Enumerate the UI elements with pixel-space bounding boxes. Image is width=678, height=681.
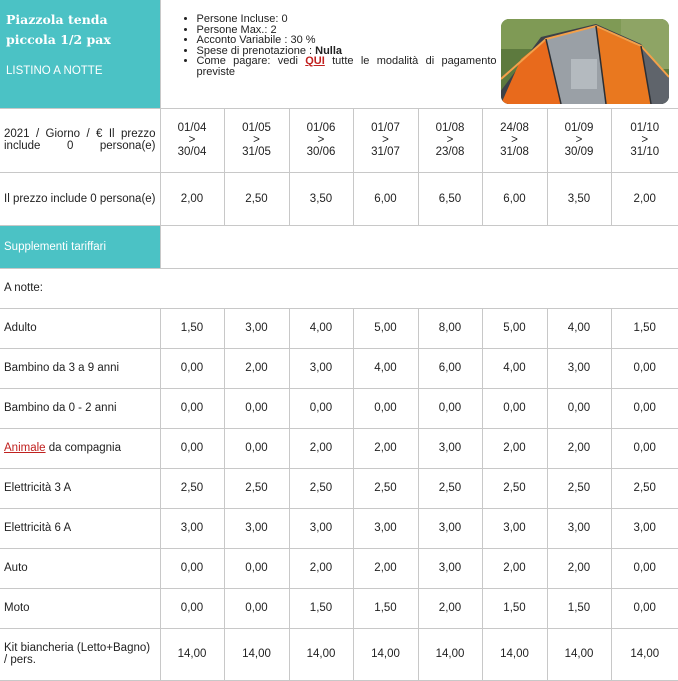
row-label: Elettricità 6 A (0, 508, 160, 548)
price-cell: 1,50 (289, 588, 353, 628)
price-cell: 0,00 (160, 548, 224, 588)
price-cell: 2,00 (289, 428, 353, 468)
price-cell: 2,00 (547, 428, 611, 468)
tent-photo-icon (501, 19, 669, 104)
price-cell: 2,50 (611, 468, 678, 508)
row-label: Adulto (0, 308, 160, 348)
table-row (0, 548, 678, 588)
info-cell (160, 0, 678, 108)
a-notte-label: A notte: (0, 268, 678, 308)
price-cell: 0,00 (224, 428, 289, 468)
table-row (0, 508, 678, 548)
price-cell: 3,00 (289, 348, 353, 388)
price-cell: 3,00 (224, 508, 289, 548)
price-cell: 14,00 (611, 628, 678, 680)
price-cell: 14,00 (289, 628, 353, 680)
supplements-empty (160, 225, 678, 268)
base-price-cell: 6,50 (418, 172, 482, 225)
price-cell: 14,00 (547, 628, 611, 680)
price-cell: 0,00 (611, 548, 678, 588)
row-label (0, 428, 160, 468)
price-cell: 5,00 (482, 308, 547, 348)
page-title: Piazzola tenda piccola 1/2 pax (6, 12, 111, 47)
price-cell: 3,00 (289, 508, 353, 548)
period-to: 31/08 (500, 146, 529, 158)
price-cell: 2,50 (289, 468, 353, 508)
price-cell: 0,00 (224, 588, 289, 628)
period-to: 31/07 (371, 146, 400, 158)
price-cell: 2,00 (353, 548, 418, 588)
period-arrow: > (188, 134, 196, 146)
price-cell: 0,00 (160, 388, 224, 428)
price-cell: 0,00 (611, 388, 678, 428)
table-row (0, 628, 678, 680)
price-cell: 0,00 (289, 388, 353, 428)
price-cell: 3,00 (353, 508, 418, 548)
pagare-prefix: Come pagare: vedi (196, 55, 306, 67)
info-list (161, 14, 497, 77)
period-8 (611, 108, 678, 172)
base-price-cell: 2,50 (224, 172, 289, 225)
spese-label: Spese di prenotazione : (196, 44, 316, 57)
period-from: 01/10 (630, 122, 660, 134)
table-row (0, 588, 678, 628)
price-cell: 3,00 (611, 508, 678, 548)
period-from: 01/05 (242, 122, 271, 134)
a-notte-row (0, 268, 678, 308)
period-3 (289, 108, 353, 172)
period-7 (547, 108, 611, 172)
animale-suffix: da compagnia (45, 442, 122, 454)
listino-label: LISTINO A NOTTE (6, 65, 103, 77)
period-from: 01/04 (177, 122, 207, 134)
period-to: 31/05 (242, 146, 271, 158)
price-cell: 4,00 (482, 348, 547, 388)
period-from: 24/08 (500, 122, 529, 134)
period-from: 01/07 (371, 122, 400, 134)
pagare-suffix: tutte le modalità di pagamento previste (196, 55, 497, 78)
period-arrow: > (575, 134, 583, 146)
table-row (0, 428, 678, 468)
price-cell: 0,00 (224, 388, 289, 428)
row-label: Auto (0, 548, 160, 588)
price-cell: 0,00 (418, 388, 482, 428)
price-cell: 3,00 (482, 508, 547, 548)
period-arrow: > (511, 134, 518, 146)
price-cell: 0,00 (160, 428, 224, 468)
price-cell: 14,00 (160, 628, 224, 680)
price-cell: 2,00 (224, 348, 289, 388)
period-arrow: > (317, 134, 325, 146)
price-cell: 1,50 (547, 588, 611, 628)
table-row (0, 468, 678, 508)
persone-incluse: • Persone Incluse: 0 (197, 14, 497, 25)
row-label: Kit biancheria (Letto+Bagno) / pers. (0, 628, 160, 680)
price-cell: 0,00 (611, 428, 678, 468)
period-to: 30/04 (177, 146, 207, 158)
price-cell: 4,00 (547, 308, 611, 348)
acconto: • Acconto Variabile : 30 % (197, 35, 497, 46)
price-cell: 0,00 (160, 348, 224, 388)
base-price-label: Il prezzo include 0 persona(e) (0, 172, 160, 225)
price-cell: 14,00 (418, 628, 482, 680)
base-price-cell: 6,00 (353, 172, 418, 225)
price-cell: 2,50 (353, 468, 418, 508)
price-cell: 0,00 (611, 588, 678, 628)
price-cell: 1,50 (611, 308, 678, 348)
price-cell: 14,00 (353, 628, 418, 680)
price-cell: 1,50 (482, 588, 547, 628)
price-cell: 3,00 (418, 548, 482, 588)
supplements-title: Supplementi tariffari (0, 225, 160, 268)
periods-row (0, 108, 678, 172)
tent-photo (501, 19, 669, 104)
table-row (0, 388, 678, 428)
period-arrow: > (641, 134, 649, 146)
price-cell: 2,00 (353, 428, 418, 468)
period-from: 01/09 (564, 122, 594, 134)
price-cell: 3,00 (418, 428, 482, 468)
period-arrow: > (253, 134, 260, 146)
period-to: 30/09 (564, 146, 594, 158)
table-row (0, 348, 678, 388)
period-4 (353, 108, 418, 172)
spese-value: Nulla (315, 44, 343, 57)
base-price-cell: 6,00 (482, 172, 547, 225)
header-row (0, 0, 678, 108)
price-cell: 14,00 (482, 628, 547, 680)
price-cell: 2,50 (418, 468, 482, 508)
periods-label: 2021 / Giorno / € Il prezzo include 0 persona(e) (0, 108, 160, 172)
price-cell: 2,00 (482, 428, 547, 468)
price-cell: 3,00 (547, 508, 611, 548)
price-cell: 2,00 (418, 588, 482, 628)
price-cell: 2,50 (224, 468, 289, 508)
price-cell: 2,00 (482, 548, 547, 588)
price-cell: 3,00 (224, 308, 289, 348)
row-label: Bambino da 0 - 2 anni (0, 388, 160, 428)
price-cell: 3,00 (547, 348, 611, 388)
period-5 (418, 108, 482, 172)
price-cell: 3,00 (418, 508, 482, 548)
period-from: 01/08 (435, 122, 465, 134)
title-cell (0, 0, 160, 108)
row-label: Elettricità 3 A (0, 468, 160, 508)
price-cell: 0,00 (611, 348, 678, 388)
period-to: 30/06 (306, 146, 336, 158)
base-price-cell: 3,50 (547, 172, 611, 225)
price-cell: 2,50 (160, 468, 224, 508)
price-cell: 0,00 (224, 548, 289, 588)
row-label: Bambino da 3 a 9 anni (0, 348, 160, 388)
price-cell: 6,00 (418, 348, 482, 388)
come-pagare (197, 56, 497, 77)
base-price-cell: 2,00 (160, 172, 224, 225)
price-cell: 8,00 (418, 308, 482, 348)
price-cell: 2,00 (289, 548, 353, 588)
base-price-cell: 3,50 (289, 172, 353, 225)
price-cell: 3,00 (160, 508, 224, 548)
price-cell: 1,50 (353, 588, 418, 628)
period-to: 31/10 (630, 146, 660, 158)
price-cell: 4,00 (289, 308, 353, 348)
period-to: 23/08 (435, 146, 465, 158)
period-from: 01/06 (306, 122, 336, 134)
supplements-row (0, 225, 678, 268)
period-arrow: > (382, 134, 389, 146)
period-1 (160, 108, 224, 172)
price-cell: 0,00 (482, 388, 547, 428)
price-cell: 1,50 (160, 308, 224, 348)
base-price-row (0, 172, 678, 225)
animale-link[interactable]: Animale (4, 442, 46, 454)
period-6 (482, 108, 547, 172)
base-price-cell: 2,00 (611, 172, 678, 225)
price-cell: 2,50 (547, 468, 611, 508)
persone-max: • Persone Max.: 2 (197, 25, 497, 36)
table-row (0, 308, 678, 348)
price-cell: 0,00 (547, 388, 611, 428)
qui-link[interactable]: QUI (305, 55, 325, 67)
price-cell: 0,00 (160, 588, 224, 628)
row-label: Moto (0, 588, 160, 628)
price-cell: 14,00 (224, 628, 289, 680)
price-cell: 0,00 (353, 388, 418, 428)
price-cell: 2,50 (482, 468, 547, 508)
price-cell: 5,00 (353, 308, 418, 348)
price-cell: 4,00 (353, 348, 418, 388)
period-2 (224, 108, 289, 172)
period-arrow: > (446, 134, 454, 146)
price-cell: 2,00 (547, 548, 611, 588)
